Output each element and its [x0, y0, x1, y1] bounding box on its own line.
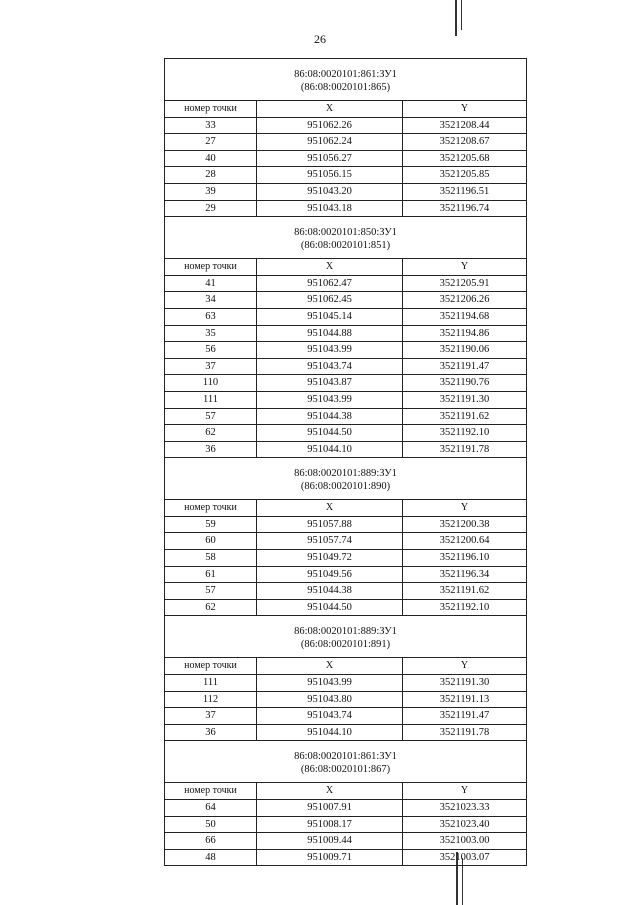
table-row: [165, 358, 527, 375]
point-number-cell: 58: [165, 550, 257, 567]
y-coordinate-cell: 3521205.85: [403, 167, 527, 184]
y-coordinate-cell: 3521023.33: [403, 800, 527, 817]
point-number-cell: 62: [165, 425, 257, 442]
x-coordinate-cell: 951044.50: [257, 425, 403, 442]
table-row: [165, 849, 527, 866]
table-row: [165, 441, 527, 458]
y-coordinate-cell: 3521206.26: [403, 292, 527, 309]
table-row: [165, 566, 527, 583]
point-number-cell: 48: [165, 849, 257, 866]
y-coordinate-cell: 3521208.67: [403, 134, 527, 151]
y-coordinate-cell: 3521196.74: [403, 200, 527, 217]
x-coordinate-cell: 951008.17: [257, 816, 403, 833]
table-row: [165, 167, 527, 184]
table-row: [165, 275, 527, 292]
x-coordinate-cell: 951043.80: [257, 691, 403, 708]
scan-mark-top: [455, 0, 457, 36]
point-number-cell: 111: [165, 675, 257, 692]
column-header-row: [165, 500, 527, 517]
x-coordinate-cell: 951043.18: [257, 200, 403, 217]
section-title-row: [165, 616, 527, 658]
section-cadastral-number: 86:08:0020101:889:ЗУ1: [294, 626, 397, 638]
column-header-point: номер точки: [165, 658, 257, 675]
y-coordinate-cell: 3521191.30: [403, 675, 527, 692]
column-header-y: Y: [403, 500, 527, 517]
table-row: [165, 675, 527, 692]
point-number-cell: 29: [165, 200, 257, 217]
section-title-row: [165, 59, 527, 101]
column-header-row: [165, 783, 527, 800]
point-number-cell: 36: [165, 724, 257, 741]
column-header-point: номер точки: [165, 259, 257, 276]
y-coordinate-cell: 3521200.64: [403, 533, 527, 550]
point-number-cell: 56: [165, 342, 257, 359]
point-number-cell: 28: [165, 167, 257, 184]
column-header-x: X: [257, 658, 403, 675]
x-coordinate-cell: 951045.14: [257, 308, 403, 325]
table-row: [165, 150, 527, 167]
column-header-row: [165, 101, 527, 118]
x-coordinate-cell: 951009.71: [257, 849, 403, 866]
x-coordinate-cell: 951049.56: [257, 566, 403, 583]
y-coordinate-cell: 3521196.51: [403, 183, 527, 200]
y-coordinate-cell: 3521023.40: [403, 816, 527, 833]
table-row: [165, 408, 527, 425]
column-header-x: X: [257, 500, 403, 517]
y-coordinate-cell: 3521205.91: [403, 275, 527, 292]
x-coordinate-cell: 951044.10: [257, 441, 403, 458]
section-parent-number: (86:08:0020101:851): [300, 240, 391, 252]
y-coordinate-cell: 3521191.47: [403, 708, 527, 725]
x-coordinate-cell: 951043.99: [257, 391, 403, 408]
point-number-cell: 111: [165, 391, 257, 408]
x-coordinate-cell: 951044.10: [257, 724, 403, 741]
point-number-cell: 112: [165, 691, 257, 708]
x-coordinate-cell: 951062.45: [257, 292, 403, 309]
table-row: [165, 550, 527, 567]
table-row: [165, 325, 527, 342]
section-title: [165, 741, 527, 783]
y-coordinate-cell: 3521190.06: [403, 342, 527, 359]
scan-mark-top-2: [461, 0, 462, 30]
column-header-y: Y: [403, 783, 527, 800]
table-row: [165, 708, 527, 725]
column-header-point: номер точки: [165, 783, 257, 800]
x-coordinate-cell: 951007.91: [257, 800, 403, 817]
page-number: 26: [314, 32, 326, 46]
table-row: [165, 516, 527, 533]
section-title-row: [165, 741, 527, 783]
column-header-x: X: [257, 259, 403, 276]
x-coordinate-cell: 951057.74: [257, 533, 403, 550]
x-coordinate-cell: 951044.38: [257, 583, 403, 600]
column-header-point: номер точки: [165, 500, 257, 517]
x-coordinate-cell: 951043.74: [257, 708, 403, 725]
section-parent-number: (86:08:0020101:865): [300, 82, 391, 93]
y-coordinate-cell: 3521196.34: [403, 566, 527, 583]
column-header-x: X: [257, 783, 403, 800]
y-coordinate-cell: 3521191.62: [403, 583, 527, 600]
point-number-cell: 27: [165, 134, 257, 151]
point-number-cell: 37: [165, 708, 257, 725]
y-coordinate-cell: 3521191.13: [403, 691, 527, 708]
y-coordinate-cell: 3521003.07: [403, 849, 527, 866]
column-header-row: [165, 658, 527, 675]
section-title: [165, 616, 527, 658]
y-coordinate-cell: 3521191.78: [403, 441, 527, 458]
y-coordinate-cell: 3521200.38: [403, 516, 527, 533]
x-coordinate-cell: 951044.50: [257, 599, 403, 616]
section-cadastral-number: 86:08:0020101:850:ЗУ1: [294, 227, 397, 239]
point-number-cell: 64: [165, 800, 257, 817]
y-coordinate-cell: 3521191.78: [403, 724, 527, 741]
point-number-cell: 36: [165, 441, 257, 458]
point-number-cell: 59: [165, 516, 257, 533]
y-coordinate-cell: 3521191.30: [403, 391, 527, 408]
x-coordinate-cell: 951044.88: [257, 325, 403, 342]
y-coordinate-cell: 3521192.10: [403, 425, 527, 442]
point-number-cell: 57: [165, 408, 257, 425]
section-title-row: [165, 217, 527, 259]
column-header-row: [165, 259, 527, 276]
table-row: [165, 533, 527, 550]
column-header-x: X: [257, 101, 403, 118]
point-number-cell: 61: [165, 566, 257, 583]
y-coordinate-cell: 3521003.00: [403, 833, 527, 850]
y-coordinate-cell: 3521190.76: [403, 375, 527, 392]
table-row: [165, 425, 527, 442]
point-number-cell: 66: [165, 833, 257, 850]
x-coordinate-cell: 951043.99: [257, 342, 403, 359]
section-parent-number: (86:08:0020101:891): [300, 639, 391, 651]
point-number-cell: 110: [165, 375, 257, 392]
table-row: [165, 117, 527, 134]
table-row: [165, 200, 527, 217]
y-coordinate-cell: 3521205.68: [403, 150, 527, 167]
point-number-cell: 34: [165, 292, 257, 309]
point-number-cell: 37: [165, 358, 257, 375]
table-row: [165, 308, 527, 325]
table-row: [165, 833, 527, 850]
x-coordinate-cell: 951043.74: [257, 358, 403, 375]
section-title: [165, 458, 527, 500]
column-header-y: Y: [403, 101, 527, 118]
y-coordinate-cell: 3521192.10: [403, 599, 527, 616]
section-cadastral-number: 86:08:0020101:861:ЗУ1: [294, 69, 397, 80]
section-title: [165, 59, 527, 101]
point-number-cell: 40: [165, 150, 257, 167]
y-coordinate-cell: 3521191.47: [403, 358, 527, 375]
point-number-cell: 50: [165, 816, 257, 833]
table-row: [165, 583, 527, 600]
x-coordinate-cell: 951043.87: [257, 375, 403, 392]
x-coordinate-cell: 951062.26: [257, 117, 403, 134]
y-coordinate-cell: 3521194.68: [403, 308, 527, 325]
y-coordinate-cell: 3521194.86: [403, 325, 527, 342]
table-row: [165, 816, 527, 833]
point-number-cell: 63: [165, 308, 257, 325]
section-cadastral-number: 86:08:0020101:861:ЗУ1: [294, 751, 397, 763]
column-header-y: Y: [403, 259, 527, 276]
table-row: [165, 599, 527, 616]
point-number-cell: 33: [165, 117, 257, 134]
x-coordinate-cell: 951009.44: [257, 833, 403, 850]
x-coordinate-cell: 951043.99: [257, 675, 403, 692]
table-row: [165, 292, 527, 309]
x-coordinate-cell: 951049.72: [257, 550, 403, 567]
section-parent-number: (86:08:0020101:890): [300, 481, 391, 493]
coordinates-table: [164, 58, 527, 866]
point-number-cell: 57: [165, 583, 257, 600]
table-row: [165, 134, 527, 151]
x-coordinate-cell: 951057.88: [257, 516, 403, 533]
table-row: [165, 800, 527, 817]
x-coordinate-cell: 951056.27: [257, 150, 403, 167]
point-number-cell: 41: [165, 275, 257, 292]
point-number-cell: 62: [165, 599, 257, 616]
table-row: [165, 691, 527, 708]
y-coordinate-cell: 3521208.44: [403, 117, 527, 134]
column-header-y: Y: [403, 658, 527, 675]
x-coordinate-cell: 951043.20: [257, 183, 403, 200]
section-title-row: [165, 458, 527, 500]
table-row: [165, 391, 527, 408]
table-row: [165, 724, 527, 741]
column-header-point: номер точки: [165, 101, 257, 118]
y-coordinate-cell: 3521191.62: [403, 408, 527, 425]
x-coordinate-cell: 951062.47: [257, 275, 403, 292]
table-row: [165, 183, 527, 200]
table-row: [165, 375, 527, 392]
y-coordinate-cell: 3521196.10: [403, 550, 527, 567]
x-coordinate-cell: 951062.24: [257, 134, 403, 151]
x-coordinate-cell: 951056.15: [257, 167, 403, 184]
point-number-cell: 35: [165, 325, 257, 342]
section-cadastral-number: 86:08:0020101:889:ЗУ1: [294, 468, 397, 480]
table-row: [165, 342, 527, 359]
section-parent-number: (86:08:0020101:867): [300, 764, 391, 776]
x-coordinate-cell: 951044.38: [257, 408, 403, 425]
point-number-cell: 39: [165, 183, 257, 200]
section-title: [165, 217, 527, 259]
point-number-cell: 60: [165, 533, 257, 550]
